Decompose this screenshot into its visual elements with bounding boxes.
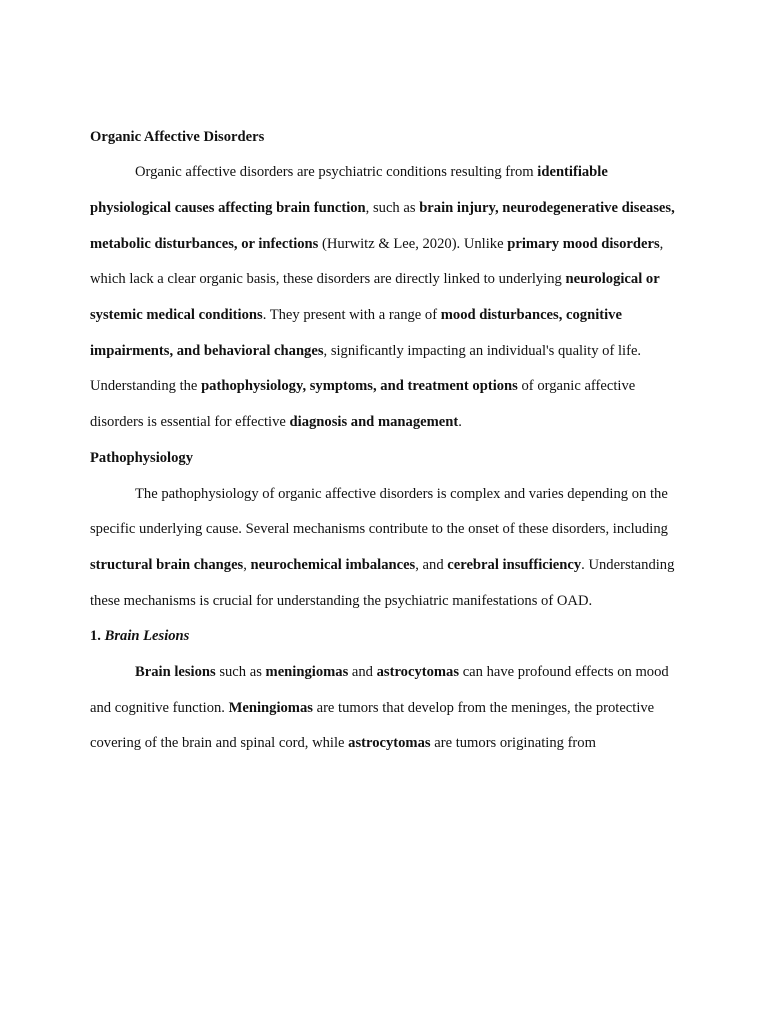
section-heading-pathophysiology: Pathophysiology (90, 449, 193, 466)
text-run: Organic affective disorders are psychiatric conditions resulting from (135, 164, 538, 181)
text-run: are tumors originating from (430, 735, 596, 752)
intro-paragraph (90, 155, 690, 369)
bold-run: meningiomas (265, 664, 349, 681)
text-run: , and (415, 556, 448, 573)
bold-run: cerebral insufficiency (447, 556, 582, 573)
bold-run: pathophysiology, symptoms, and treatment options (201, 378, 518, 395)
bold-run: diagnosis and management (289, 414, 459, 431)
bold-run: mood disturbances, cognitive impairments, and behavioral changes (90, 307, 622, 359)
text-run: are tumors that develop from the meninges, the protective covering of the brain and spinal cord, while (90, 699, 655, 752)
bold-run: neurological or systemic medical conditions (90, 271, 660, 324)
bold-run: structural brain changes (90, 556, 244, 573)
text-run: such as (215, 664, 266, 681)
text-run: , (243, 556, 251, 573)
bold-run: brain injury, neurodegenerative diseases, metabolic disturbances, or infections (90, 199, 675, 252)
text-run: , significantly impacting an individual's quality of life. (323, 342, 642, 359)
text-run: , which lack a clear organic basis, these disorders are directly linked to underlying (90, 235, 664, 288)
subsection-heading-brain-lesions (90, 619, 690, 655)
brain-lesions-paragraph (90, 655, 690, 762)
text-run: . They present with a range of (262, 307, 441, 324)
text-run: Understanding the (90, 378, 202, 395)
text-run: of organic affective disorders is essential for effective (90, 378, 636, 431)
text-run: . (458, 414, 462, 431)
text-run: can have profound effects on mood and cognitive function. (90, 664, 669, 716)
text-run: and (348, 664, 377, 681)
subsection-number: 1. (90, 628, 101, 645)
bold-run: astrocytomas (348, 735, 431, 752)
bold-run: astrocytomas (376, 664, 460, 681)
bold-run: primary mood disorders (507, 235, 660, 252)
bold-run: Brain lesions (135, 664, 216, 681)
subsection-title: Brain Lesions (104, 628, 190, 645)
text-run: , such as (365, 199, 420, 216)
text-run: The pathophysiology of organic affective disorders is complex and varies depending on the specific underlying cause. Several mechanisms contribute to the onset of these disorders, including (90, 485, 668, 538)
bold-run: neurochemical imbalances (250, 556, 416, 573)
text-run: . Understanding these mechanisms is crucial for understanding the psychiatric manifestations of OAD. (90, 556, 675, 609)
bold-run: Meningiomas (228, 699, 313, 716)
understanding-paragraph (90, 369, 690, 440)
text-run: (Hurwitz & Lee, 2020). Unlike (318, 235, 508, 252)
bold-run: identifiable physiological causes affecting brain function (90, 164, 608, 216)
pathophysiology-paragraph (90, 477, 690, 620)
document-body (90, 120, 690, 763)
document-title: Organic Affective Disorders (90, 128, 265, 145)
